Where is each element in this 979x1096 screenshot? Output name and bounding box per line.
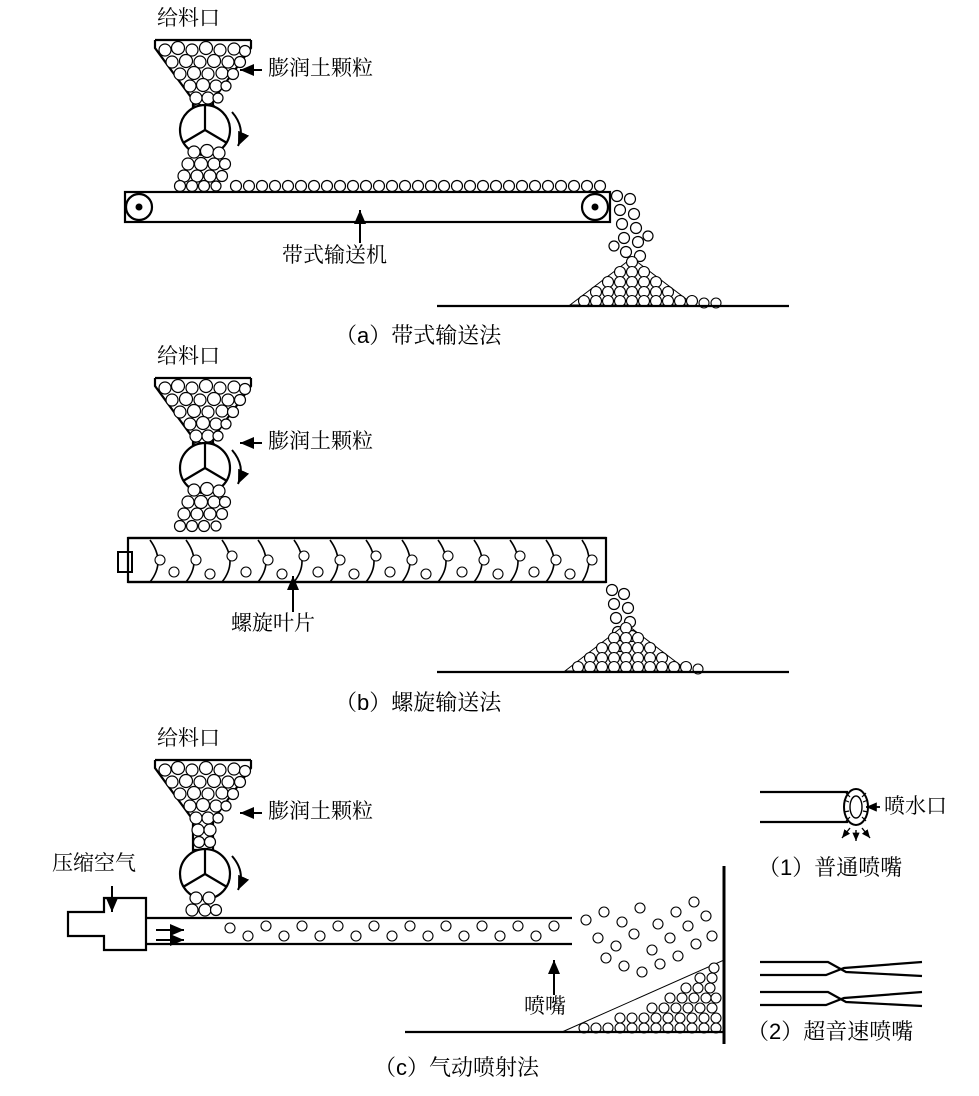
panel-c-label-compressed-air: 压缩空气 xyxy=(52,852,136,875)
panel-c-label-bentonite-particles: 膨润土颗粒 xyxy=(268,800,373,823)
panel-c-label-feed-inlet: 给料口 xyxy=(157,727,220,750)
panel-c-drawing xyxy=(68,760,724,1044)
panel-c-label-nozzle: 喷嘴 xyxy=(524,995,566,1018)
detail-2-drawing xyxy=(760,962,922,1006)
detail-1-caption: （1）普通喷嘴 xyxy=(758,855,903,880)
panel-b-caption: （b）螺旋输送法 xyxy=(335,690,502,715)
panel-a-drawing xyxy=(125,40,789,308)
panel-a-label-belt-conveyor: 带式输送机 xyxy=(282,244,387,267)
panel-a-label-feed-inlet: 给料口 xyxy=(157,7,220,30)
panel-b-label-screw-blade: 螺旋叶片 xyxy=(231,612,315,635)
detail-1-drawing xyxy=(760,789,880,841)
detail-1-label-water-spray-port: 喷水口 xyxy=(884,795,947,818)
panel-c-caption: （c）气动喷射法 xyxy=(374,1055,540,1080)
panel-b-label-feed-inlet: 给料口 xyxy=(157,345,220,368)
detail-2-caption: （2）超音速喷嘴 xyxy=(747,1019,914,1044)
panel-a-caption: （a）带式输送法 xyxy=(335,323,502,348)
panel-a-label-bentonite-particles: 膨润土颗粒 xyxy=(268,57,373,80)
panel-b-label-bentonite-particles: 膨润土颗粒 xyxy=(268,430,373,453)
panel-b-drawing xyxy=(118,378,789,674)
